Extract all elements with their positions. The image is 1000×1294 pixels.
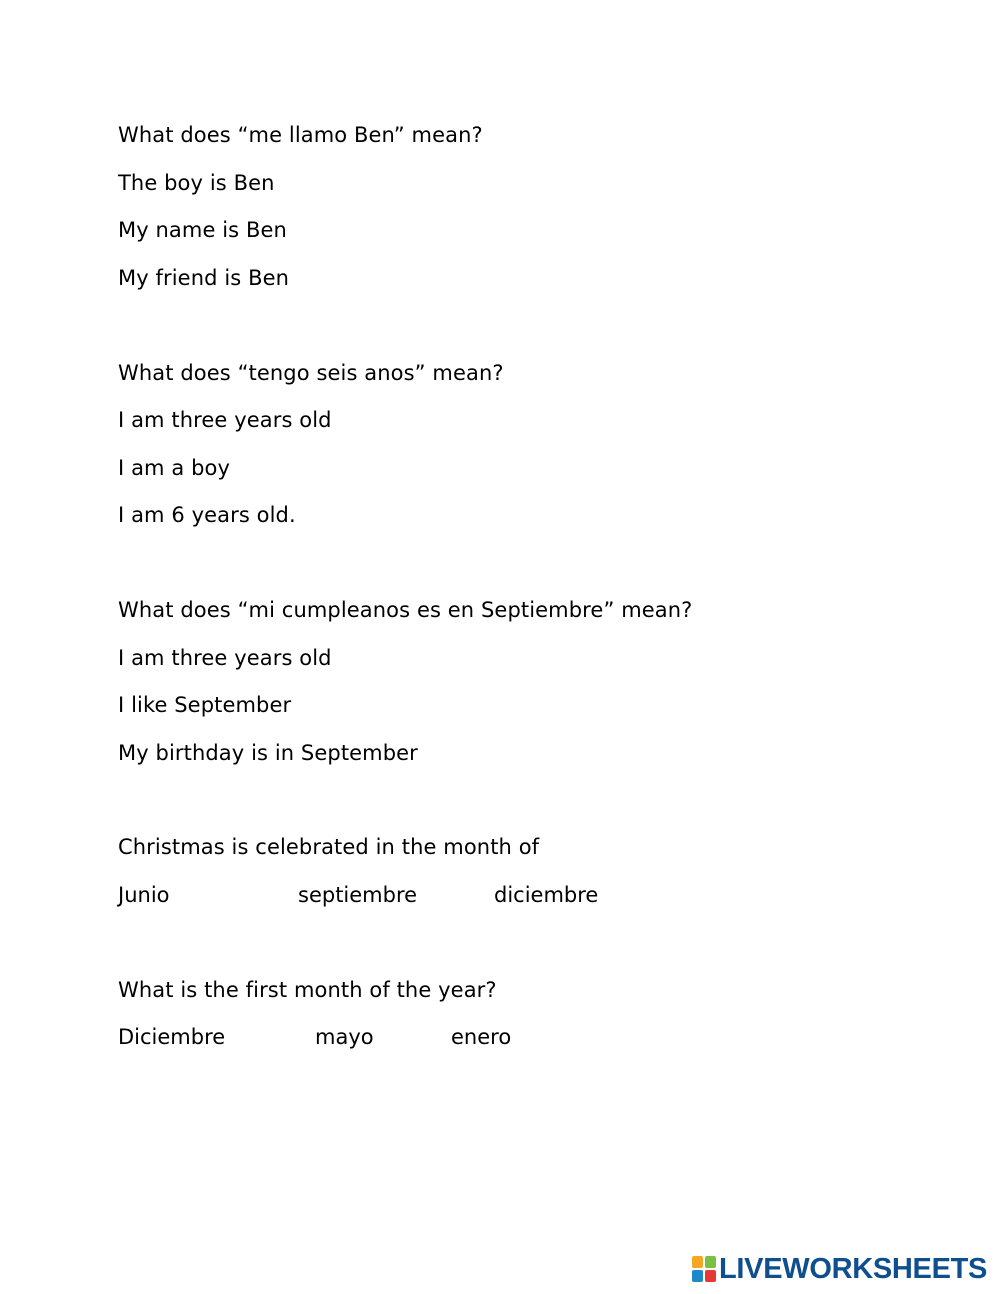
question-2-prompt: What does “tengo seis anos” mean?: [118, 361, 504, 385]
question-2-option-2[interactable]: I am a boy: [118, 456, 231, 480]
question-2-option-1[interactable]: I am three years old: [118, 408, 332, 432]
question-1-option-3[interactable]: My friend is Ben: [118, 266, 290, 290]
question-4-prompt: Christmas is celebrated in the month of: [118, 835, 540, 859]
question-4-option-1[interactable]: Junio: [118, 883, 170, 907]
question-4-option-2[interactable]: septiembre: [298, 883, 418, 907]
question-3-option-1[interactable]: I am three years old: [118, 646, 332, 670]
question-1-option-2[interactable]: My name is Ben: [118, 218, 287, 242]
brand-name: LIVEWORKSHEETS: [719, 1252, 988, 1285]
question-2-option-3[interactable]: I am 6 years old.: [118, 503, 296, 527]
question-1-option-1[interactable]: The boy is Ben: [118, 171, 275, 195]
question-3-option-3[interactable]: My birthday is in September: [118, 741, 418, 765]
question-4-option-3[interactable]: diciembre: [494, 883, 599, 907]
question-3-option-2[interactable]: I like September: [118, 693, 292, 717]
question-5-prompt: What is the first month of the year?: [118, 978, 497, 1002]
question-3-prompt: What does “mi cumpleanos es en Septiembre” mean?: [118, 598, 693, 622]
liveworksheets-logo-icon: [692, 1256, 716, 1282]
question-5-option-2[interactable]: mayo: [315, 1025, 374, 1049]
question-5-option-1[interactable]: Diciembre: [118, 1025, 226, 1049]
liveworksheets-brand: [692, 1253, 987, 1285]
question-5-option-3[interactable]: enero: [451, 1025, 512, 1049]
question-1-prompt: What does “me llamo Ben” mean?: [118, 123, 483, 147]
